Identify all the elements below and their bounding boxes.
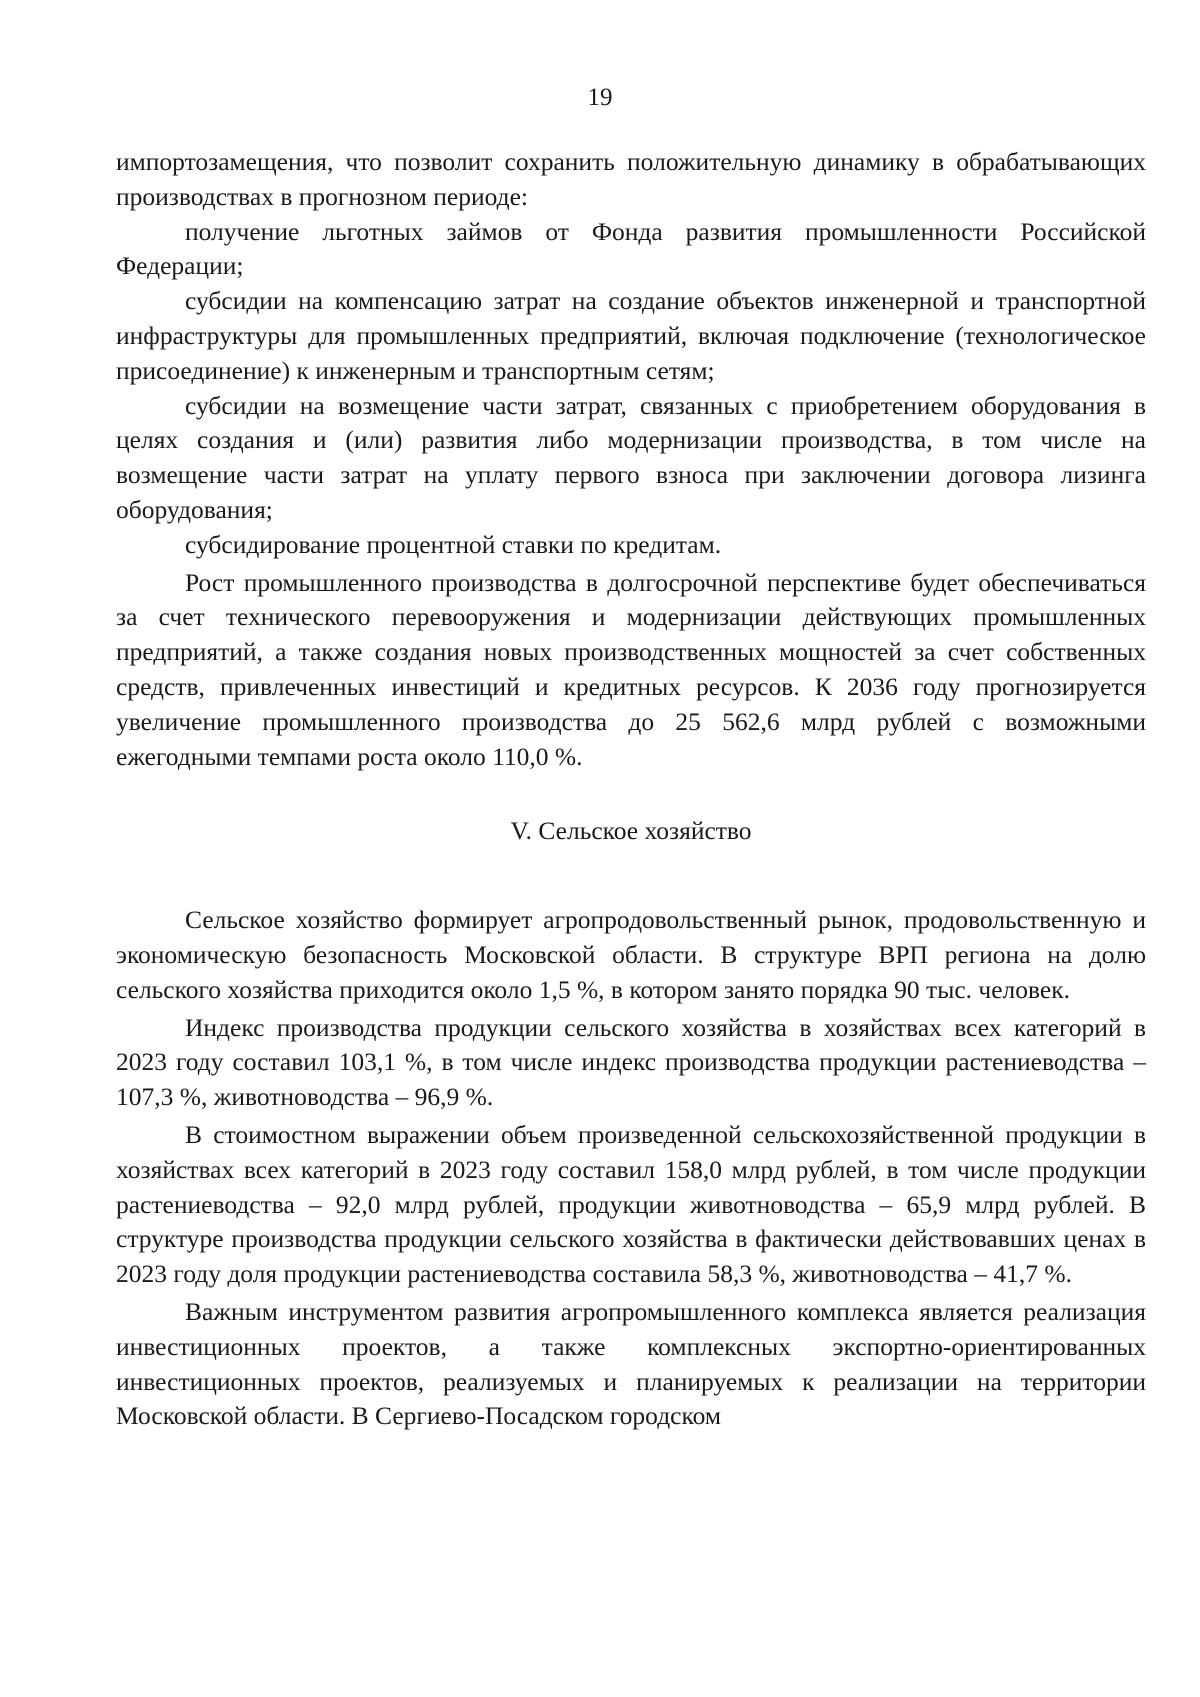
paragraph-investment-projects: Важным инструментом развития агропромышленного комплекса является реализация инвестиционных проектов, а также комплексных экспортно-ориентированных инвестиционных проектов, реализуемых и планируемых к реализации на территории Московской области. В Сергиево-Посадском городском — [116, 1296, 1146, 1431]
paragraph-import-substitution: импортозамещения, что позволит сохранить положительную динамику в обрабатывающих производствах в прогнозном периоде: — [116, 147, 1146, 211]
list-item-infrastructure-subsidies: субсидии на компенсацию затрат на создание объектов инженерной и транспортной инфраструктуры для промышленных предприятий, включая подключение (технологическое присоединение) к инженерным и транспортным сетям; — [116, 286, 1146, 385]
paragraph-agriculture-overview: Сельское хозяйство формирует агропродовольственный рынок, продовольственную и экономическую безопасность Московской области. В структуре ВРП региона на долю сельского хозяйства приходится около 1,5 %, в котором занято порядка 90 тыс. человек. — [116, 905, 1146, 1004]
list-item-preferential-loans: получение льготных займов от Фонда развития промышленности Российской Федерации; — [116, 216, 1146, 281]
document-body — [116, 145, 1146, 1434]
list-item-equipment-subsidies: субсидии на возмещение части затрат, связанных с приобретением оборудования в целях создания и (или) развития либо модернизации производства, в том числе на возмещение части затрат на уплату первого взноса при заключении договора лизинга оборудования; — [116, 390, 1146, 524]
list-item-interest-rate-subsidies: субсидирование процентной ставки по кредитам. — [185, 529, 722, 559]
page-number: 19 — [587, 84, 613, 111]
paragraph-production-value: В стоимостном выражении объем произведенной сельскохозяйственной продукции в хозяйствах всех категорий в 2023 году составил 158,0 млрд рублей, в том числе продукции растениеводства – 92,0 млрд рублей, продукции животноводства – 65,9 млрд рублей. В структуре производства продукции сельского хозяйства в фактически действовавших ценах в 2023 году доля продукции растениеводства составила 58,3 %, животноводства – 41,7 %. — [116, 1119, 1146, 1289]
section-heading-agriculture: V. Сельское хозяйство — [510, 816, 752, 846]
paragraph-production-index: Индекс производства продукции сельского хозяйства в хозяйствах всех категорий в 2023 году составил 103,1 %, в том числе индекс производства продукции растениеводства – 107,3 %, животноводства – 96,9 %. — [116, 1012, 1146, 1112]
paragraph-industrial-growth: Рост промышленного производства в долгосрочной перспективе будет обеспечиваться за счет технического перевооружения и модернизации действующих промышленных предприятий, а также создания новых производственных мощностей за счет собственных средств, привлеченных инвестиций и кредитных ресурсов. К 2036 году прогнозируется увеличение промышленного производства до 25 562,6 млрд рублей с возможными ежегодными темпами роста около 110,0 %. — [116, 567, 1146, 771]
